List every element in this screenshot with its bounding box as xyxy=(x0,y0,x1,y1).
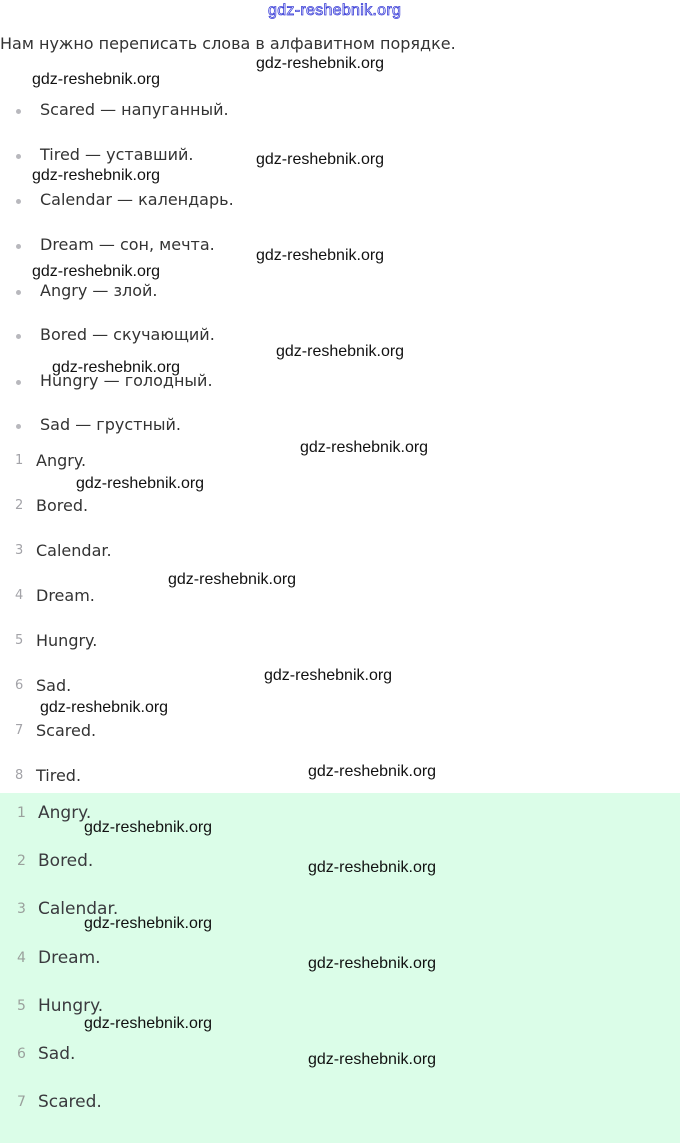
bullet-dot-icon xyxy=(16,334,21,339)
answer-text: Hungry. xyxy=(38,996,104,1016)
list-item-text: Dream — сон, мечта. xyxy=(40,235,215,254)
list-item-text: Tired — уставший. xyxy=(40,145,194,164)
list-item-text: Sad — грустный. xyxy=(40,415,182,434)
watermark: gdz-reshebnik.org xyxy=(308,763,437,780)
item-number: 6 xyxy=(15,678,24,693)
answer-number: 4 xyxy=(17,950,26,966)
answer-text: Sad. xyxy=(38,1044,76,1064)
item-text: Hungry. xyxy=(36,631,98,650)
item-text: Tired. xyxy=(36,766,82,785)
answer-text: Scared. xyxy=(38,1092,102,1112)
watermark: gdz-reshebnik.org xyxy=(256,55,385,72)
watermark: gdz-reshebnik.org xyxy=(308,859,437,876)
watermark: gdz-reshebnik.org xyxy=(256,151,385,168)
list-item-text: Angry — злой. xyxy=(40,281,158,300)
item-text: Scared. xyxy=(36,721,97,740)
item-text: Bored. xyxy=(36,496,89,515)
watermark: gdz-reshebnik.org xyxy=(256,247,385,264)
watermark: gdz-reshebnik.org xyxy=(300,439,429,456)
watermark: gdz-reshebnik.org xyxy=(40,699,169,716)
watermark: gdz-reshebnik.org xyxy=(264,667,393,684)
bullet-dot-icon xyxy=(16,109,21,114)
site-watermark: gdz-reshebnik.org xyxy=(268,2,402,19)
answer-number: 3 xyxy=(17,901,26,917)
item-number: 7 xyxy=(15,723,24,738)
task-intro: Нам нужно переписать слова в алфавитном порядке. xyxy=(0,34,456,53)
item-number: 8 xyxy=(15,768,24,783)
watermark: gdz-reshebnik.org xyxy=(84,819,213,836)
answer-number: 7 xyxy=(17,1094,26,1110)
item-text: Calendar. xyxy=(36,541,112,560)
watermark: gdz-reshebnik.org xyxy=(308,955,437,972)
item-text: Dream. xyxy=(36,586,95,605)
watermark: gdz-reshebnik.org xyxy=(276,343,405,360)
answer-number: 1 xyxy=(17,805,26,821)
bullet-dot-icon xyxy=(16,290,21,295)
watermark: gdz-reshebnik.org xyxy=(84,1015,213,1032)
answer-number: 6 xyxy=(17,1046,26,1062)
bullet-dot-icon xyxy=(16,154,21,159)
item-number: 3 xyxy=(15,543,24,558)
answer-text: Calendar. xyxy=(38,899,119,919)
bullet-dot-icon xyxy=(16,199,21,204)
item-number: 1 xyxy=(15,453,24,468)
watermark: gdz-reshebnik.org xyxy=(32,167,161,184)
watermark: gdz-reshebnik.org xyxy=(52,359,181,376)
watermark: gdz-reshebnik.org xyxy=(308,1051,437,1068)
item-number: 4 xyxy=(15,588,24,603)
watermark: gdz-reshebnik.org xyxy=(32,263,161,280)
watermark: gdz-reshebnik.org xyxy=(32,71,161,88)
bullet-dot-icon xyxy=(16,380,21,385)
watermark: gdz-reshebnik.org xyxy=(76,475,205,492)
item-text: Angry. xyxy=(36,451,87,470)
bullet-dot-icon xyxy=(16,424,21,429)
item-number: 2 xyxy=(15,498,24,513)
list-item-text: Hungry — голодный. xyxy=(40,371,213,390)
list-item-text: Scared — напуганный. xyxy=(40,100,229,119)
answer-text: Dream. xyxy=(38,948,101,968)
watermark: gdz-reshebnik.org xyxy=(84,915,213,932)
answer-number: 5 xyxy=(17,998,26,1014)
answer-text: Angry. xyxy=(38,803,92,823)
item-number: 5 xyxy=(15,633,24,648)
watermark: gdz-reshebnik.org xyxy=(168,571,297,588)
list-item-text: Calendar — календарь. xyxy=(40,190,234,209)
item-text: Sad. xyxy=(36,676,72,695)
bullet-dot-icon xyxy=(16,244,21,249)
answer-number: 2 xyxy=(17,853,26,869)
list-item-text: Bored — скучающий. xyxy=(40,325,215,344)
answer-text: Bored. xyxy=(38,851,94,871)
